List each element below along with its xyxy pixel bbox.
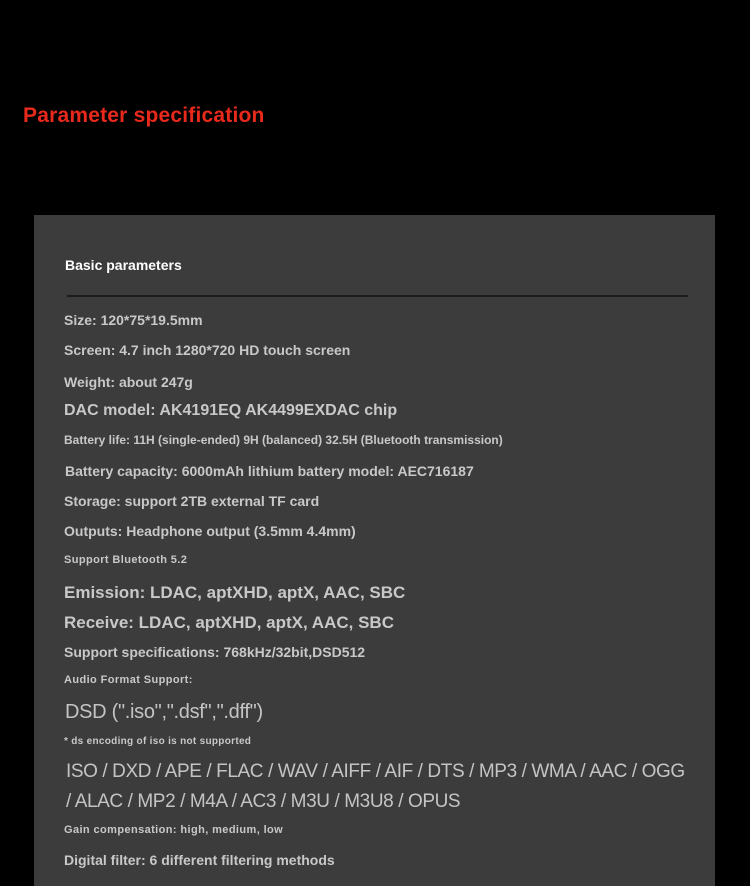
- spec-formats-line-2: / ALAC / MP2 / M4A / AC3 / M3U / M3U8 / OPUS: [66, 791, 461, 812]
- spec-screen: Screen: 4.7 inch 1280*720 HD touch screen: [64, 342, 351, 358]
- page-title: Parameter specification: [23, 104, 265, 127]
- spec-emission: Emission: LDAC, aptXHD, aptX, AAC, SBC: [64, 583, 406, 602]
- spec-bluetooth: Support Bluetooth 5.2: [64, 554, 188, 566]
- spec-outputs: Outputs: Headphone output (3.5mm 4.4mm): [64, 523, 356, 539]
- spec-battery-capacity: Battery capacity: 6000mAh lithium battery model: AEC716187: [65, 463, 474, 479]
- spec-gain: Gain compensation: high, medium, low: [64, 824, 284, 836]
- section-title: Basic parameters: [65, 257, 182, 273]
- spec-panel: [34, 215, 715, 886]
- spec-digital-filter: Digital filter: 6 different filtering methods: [64, 852, 335, 868]
- spec-weight: Weight: about 247g: [64, 374, 193, 390]
- spec-dac: DAC model: AK4191EQ AK4499EXDAC chip: [64, 402, 398, 419]
- spec-dsd-formats: DSD (".iso",".dsf",".dff"): [65, 701, 263, 723]
- spec-size: Size: 120*75*19.5mm: [64, 312, 203, 328]
- spec-support-specifications: Support specifications: 768kHz/32bit,DSD512: [64, 644, 366, 660]
- section-divider: [67, 295, 688, 297]
- spec-audio-format-label: Audio Format Support:: [64, 674, 193, 686]
- spec-iso-note: * ds encoding of iso is not supported: [64, 736, 252, 747]
- spec-battery-life: Battery life: 11H (single-ended) 9H (balanced) 32.5H (Bluetooth transmission): [64, 433, 503, 447]
- spec-receive: Receive: LDAC, aptXHD, aptX, AAC, SBC: [64, 613, 394, 632]
- spec-storage: Storage: support 2TB external TF card: [64, 493, 320, 509]
- spec-formats-line-1: ISO / DXD / APE / FLAC / WAV / AIFF / AIF / DTS / MP3 / WMA / AAC / OGG: [66, 761, 685, 782]
